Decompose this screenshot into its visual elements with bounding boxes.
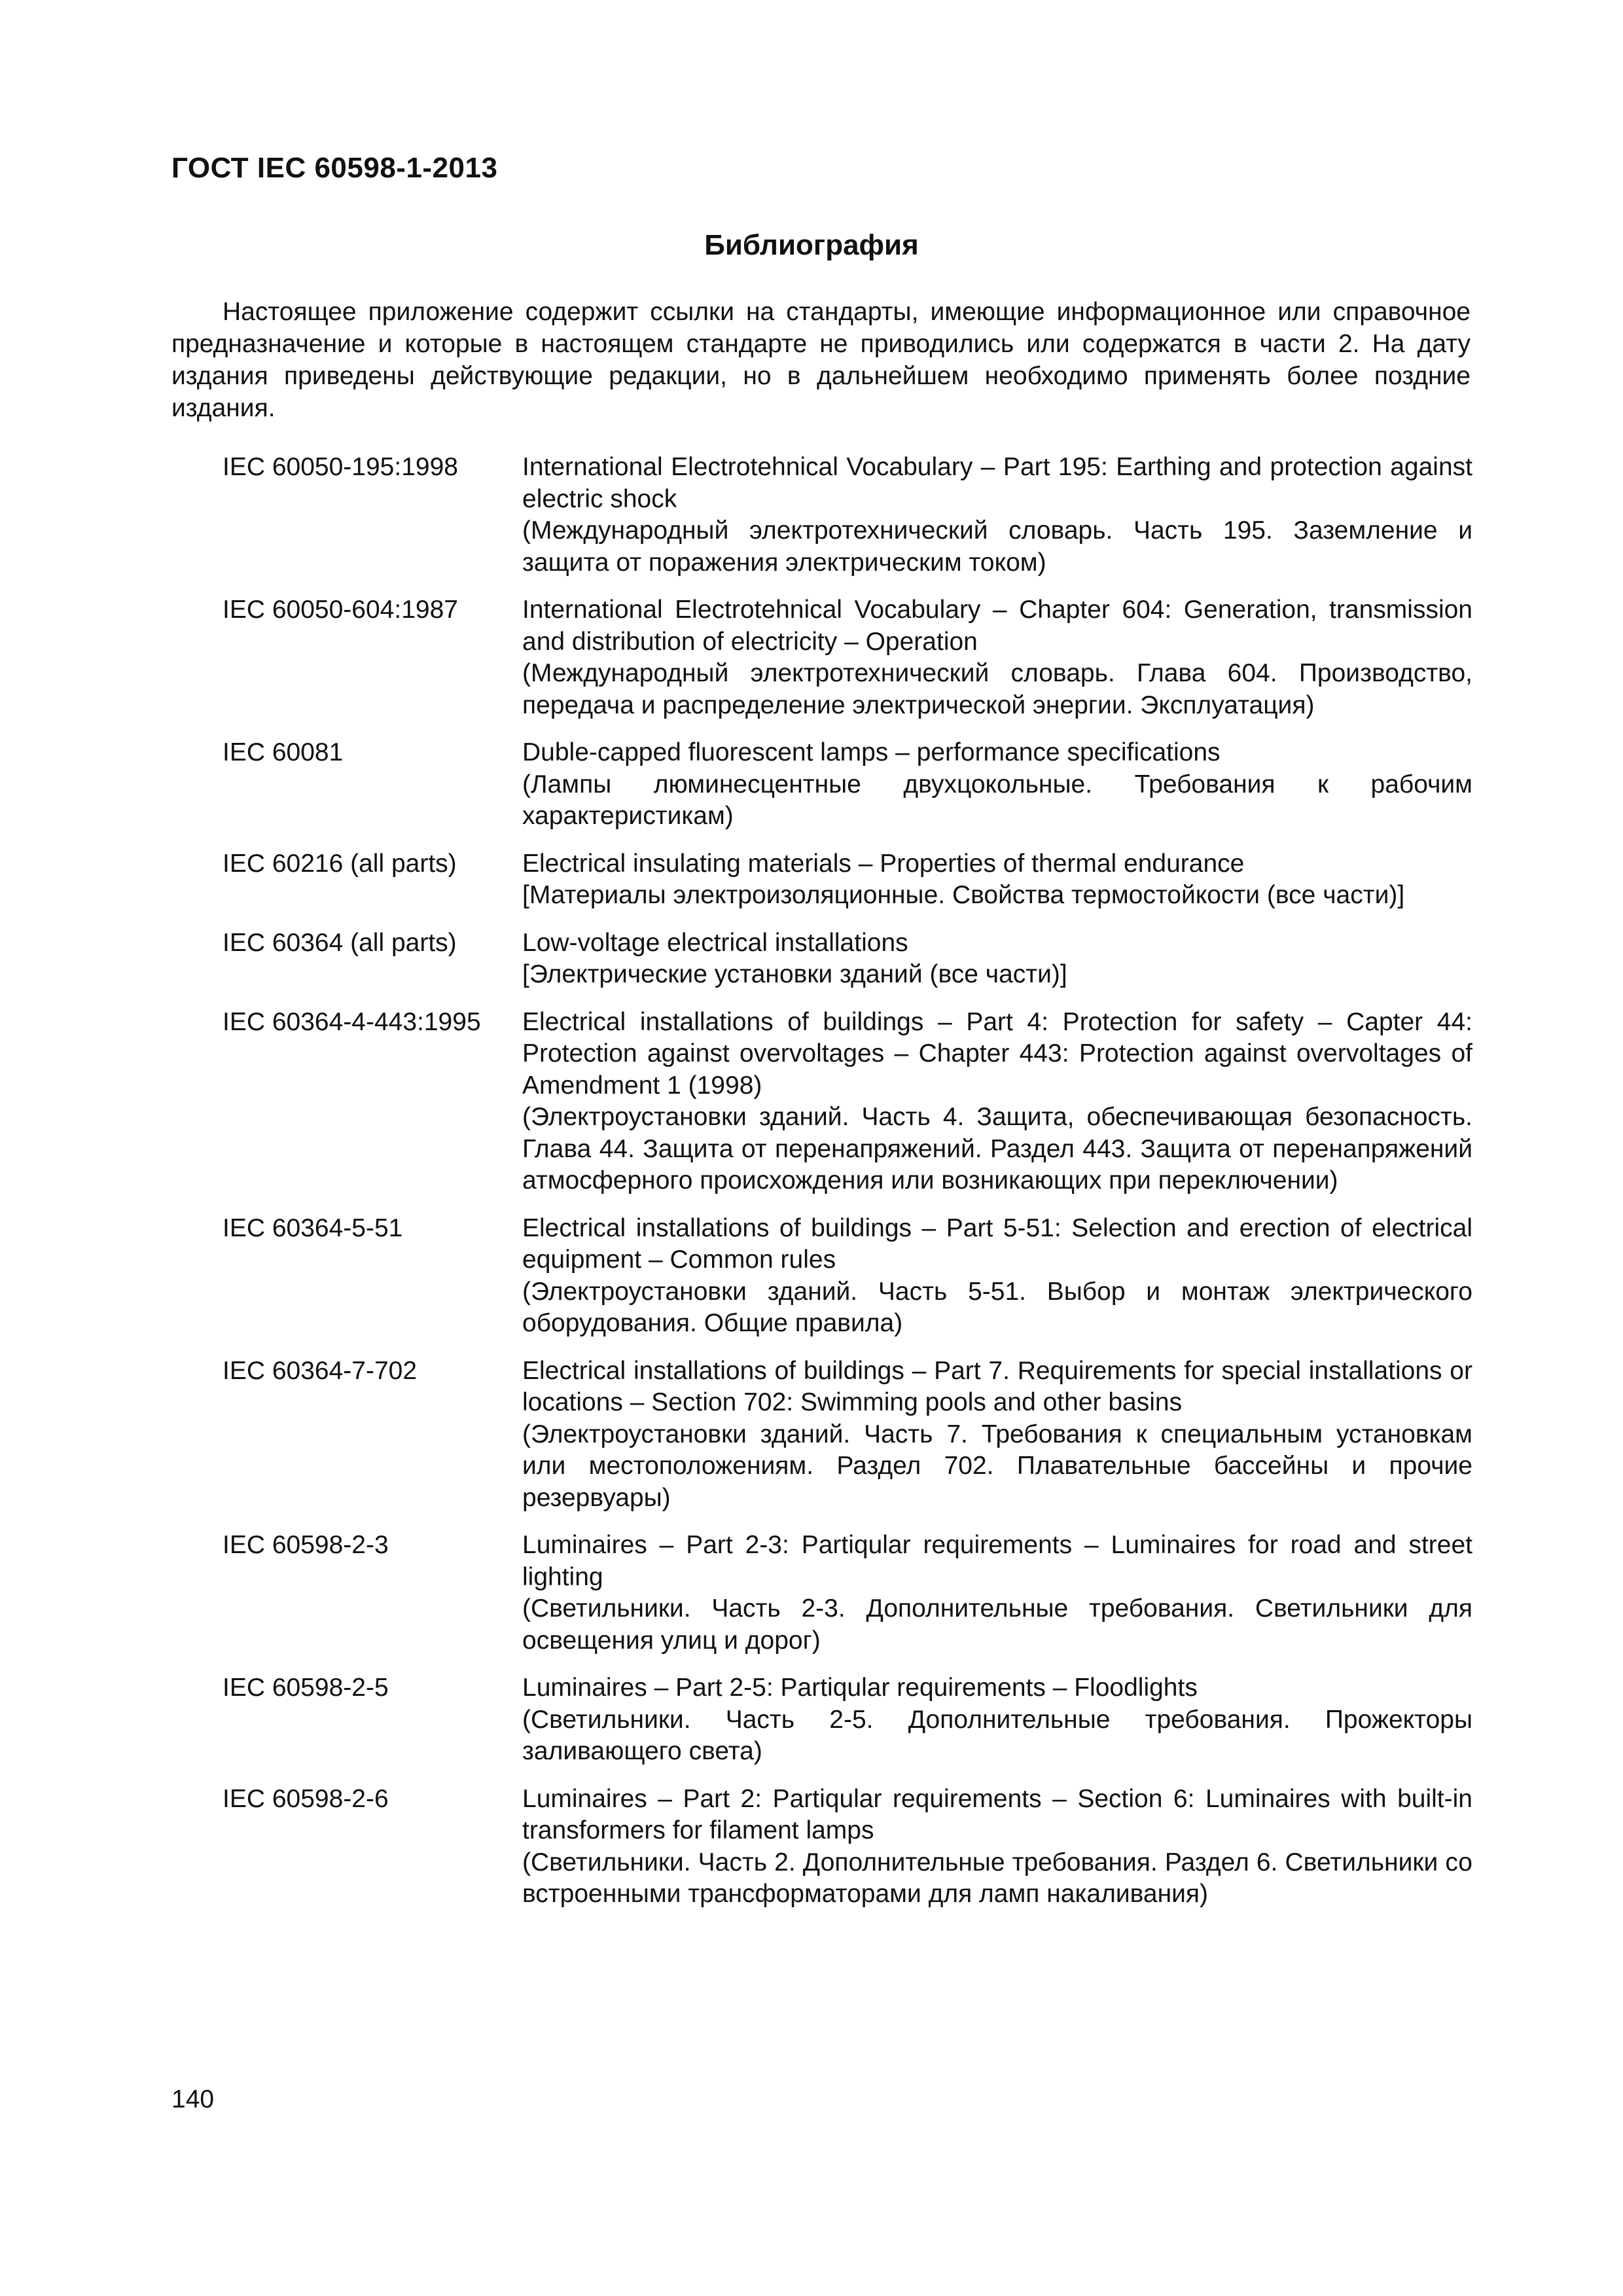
bibliography-title: Библиография [704,229,919,261]
reference-code: IEC 60216 (all parts) [223,849,457,878]
reference-title-ru: [Материалы электроизоляционные. Свойства термостойкости (все части)] [522,881,1405,909]
reference-title-en: Luminaires – Part 2-5: Partiqular requirements – Floodlights [522,1674,1198,1702]
reference-title-en: International Electrotehnical Vocabulary – Chapter 604: Generation, transmission and distribution of electricity – Operation [522,596,1472,656]
reference-body [522,927,1472,991]
reference-list [223,452,1472,1926]
reference-body [522,737,1472,833]
reference-item [223,848,1472,912]
reference-title-en: International Electrotehnical Vocabulary – Part 195: Earthing and protection against electric shock [522,453,1472,513]
reference-body [522,1784,1472,1910]
reference-title-ru: (Светильники. Часть 2-5. Дополнительные требования. Прожекторы заливающего света) [522,1705,1472,1765]
reference-title-en: Electrical insulating materials – Properties of thermal endurance [522,849,1245,878]
reference-item [223,927,1472,991]
reference-body [522,1355,1472,1515]
reference-title-en: Electrical installations of buildings – Part 5-51: Selection and erection of electrical equipment – Common rules [522,1213,1472,1274]
reference-title-en: Electrical installations of buildings – Part 7. Requirements for special installations or locations – Section 702: Swimming pools and other basins [522,1356,1472,1416]
reference-title-ru: (Электроустановки зданий. Часть 4. Защита, обеспечивающая безопасность. Глава 44. Защита от перенапряжений. Раздел 443. Защита от перенапряжений атмосферного происхождения или возникающих при переключении) [522,1103,1472,1194]
reference-title-en: Low-voltage electrical installations [522,928,908,957]
reference-code: IEC 60364 (all parts) [223,928,457,957]
reference-code: IEC 60598-2-5 [223,1674,389,1702]
reference-title-ru: (Светильники. Часть 2-3. Дополнительные требования. Светильники для освещения улиц и дорог) [522,1594,1472,1655]
reference-code: IEC 60364-7-702 [223,1356,418,1385]
document-code: ГОСТ IEC 60598-1-2013 [171,152,498,184]
reference-item [223,594,1472,721]
reference-item [223,1784,1472,1910]
reference-body [522,452,1472,579]
reference-title-en: Electrical installations of buildings – Part 4: Protection for safety – Capter 44: Protection against overvoltages – Chapter 443: Protection against overvoltages of Amendment 1 (1998) [522,1007,1472,1100]
reference-body [522,1672,1472,1768]
reference-title-ru: (Электроустановки зданий. Часть 5-51. Выбор и монтаж электрического оборудования. Общие правила) [522,1277,1472,1337]
reference-title-ru: (Международный электротехнический словарь. Часть 195. Заземление и защита от поражения электрическим током) [522,516,1472,577]
reference-body [522,1007,1472,1197]
reference-item [223,1672,1472,1768]
reference-code: IEC 60598-2-3 [223,1531,389,1559]
reference-item [223,452,1472,579]
reference-body [522,848,1472,912]
reference-body [522,594,1472,721]
reference-code: IEC 60364-5-51 [223,1213,403,1242]
reference-item [223,1213,1472,1340]
reference-item [223,1530,1472,1657]
intro-paragraph: Настоящее приложение содержит ссылки на стандарты, имеющие информационное или справочное предназначение и которые в настоящем стандарте не приводились или содержатся в части 2. На дату издания приведены действующие редакции, но в дальнейшем необходимо применять более поздние издания. [171,298,1471,422]
reference-code: IEC 60598-2-6 [223,1784,389,1813]
reference-code: IEC 60364-4-443:1995 [223,1007,481,1036]
reference-body [522,1530,1472,1657]
reference-code: IEC 60050-195:1998 [223,453,458,481]
reference-item [223,1355,1472,1515]
reference-title-ru: (Светильники. Часть 2. Дополнительные требования. Раздел 6. Светильники со встроенными трансформаторами для ламп накаливания) [522,1848,1472,1908]
reference-code: IEC 60081 [223,738,344,766]
reference-code: IEC 60050-604:1987 [223,596,458,624]
reference-title-ru: (Лампы люминесцентные двухцокольные. Требования к рабочим характеристикам) [522,770,1472,830]
reference-item [223,737,1472,833]
reference-title-ru: (Электроустановки зданий. Часть 7. Требования к специальным установкам или местоположениям. Раздел 702. Плавательные бассейны и прочие резервуары) [522,1420,1472,1512]
reference-item [223,1007,1472,1197]
reference-title-en: Luminaires – Part 2: Partiqular requirements – Section 6: Luminaires with built-in transformers for filament lamps [522,1784,1472,1844]
reference-title-ru: [Электрические установки зданий (все части)] [522,960,1067,988]
reference-title-ru: (Международный электротехнический словарь. Глава 604. Производство, передача и распределение электрической энергии. Эксплуатация) [522,659,1472,719]
page-number: 140 [171,2085,215,2113]
reference-title-en: Luminaires – Part 2-3: Partiqular requirements – Luminaires for road and street lighting [522,1531,1472,1591]
reference-body [522,1213,1472,1340]
reference-title-en: Duble-capped fluorescent lamps – performance specifications [522,738,1221,766]
